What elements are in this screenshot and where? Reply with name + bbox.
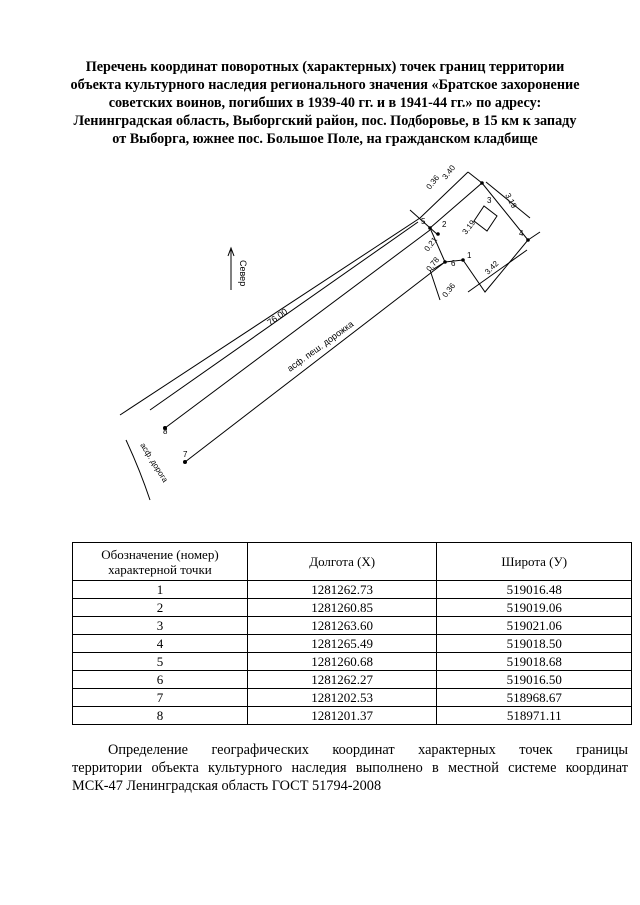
note-line-1 — [108, 741, 628, 759]
latitude-cell: 519016.50 — [437, 671, 632, 689]
longitude-cell: 1281201.37 — [247, 707, 437, 725]
north-label: Север — [238, 260, 248, 287]
longitude-cell: 1281262.73 — [247, 581, 437, 599]
note-word: наследия — [291, 760, 347, 776]
note-word: территории — [72, 760, 143, 776]
latitude-cell: 519021.06 — [437, 617, 632, 635]
longitude-cell: 1281265.49 — [247, 635, 437, 653]
latitude-cell: 518968.67 — [437, 689, 632, 707]
north-arrow-icon — [228, 248, 234, 290]
note-word: географических — [211, 742, 309, 758]
point-cell: 1 — [73, 581, 248, 599]
point-marker-4 — [526, 238, 530, 242]
title-line: от Выборга, южнее пос. Большое Поле, на гражданском кладбище — [112, 131, 538, 147]
point-marker-6 — [443, 260, 447, 264]
coordinates-table — [72, 542, 632, 725]
dimension-label: 3.19 — [460, 218, 478, 237]
longitude-cell: 1281262.27 — [247, 671, 437, 689]
point-number: 6 — [451, 259, 456, 268]
table-row — [73, 689, 632, 707]
dimension-label: 3.40 — [440, 163, 458, 182]
footpath-label: асф. пеш. дорожка — [285, 318, 356, 374]
point-cell: 3 — [73, 617, 248, 635]
column-header-point: Обозначение (номер) характерной точки — [73, 543, 248, 581]
table-row — [73, 581, 632, 599]
point-marker-7 — [183, 460, 187, 464]
point-marker-2 — [436, 232, 440, 236]
road-label: асф. дорога — [138, 441, 170, 484]
column-header-longitude: Долгота (X) — [247, 543, 437, 581]
column-header-latitude: Широта (У) — [437, 543, 632, 581]
note-line-2 — [72, 759, 628, 777]
note-word: объекта — [151, 760, 199, 776]
point-number: 5 — [421, 217, 426, 226]
note-word: в — [432, 760, 439, 776]
point-cell: 8 — [73, 707, 248, 725]
point-number: 1 — [467, 251, 472, 260]
longitude-cell: 1281263.60 — [247, 617, 437, 635]
note-line-3: МСК-47 Ленинградская область ГОСТ 51794-2008 — [72, 778, 382, 794]
dimension-label: 0.36 — [424, 173, 442, 192]
extension-line — [468, 172, 482, 183]
point-marker-1 — [461, 258, 465, 262]
title-line: Ленинградская область, Выборгский район, пос. Подборовье, в 15 км к западу — [73, 113, 577, 129]
title-line: Перечень координат поворотных (характерных) точек границ территории — [85, 59, 565, 75]
table-row — [73, 707, 632, 725]
title-line: объекта культурного наследия регионального значения «Братское захоронение — [70, 77, 580, 93]
longitude-cell: 1281202.53 — [247, 689, 437, 707]
table-row — [73, 635, 632, 653]
table-row — [73, 653, 632, 671]
point-marker-3 — [480, 181, 484, 185]
dimension-label: 0.78 — [424, 255, 442, 274]
table-row — [73, 671, 632, 689]
table-row — [73, 599, 632, 617]
table-row — [73, 617, 632, 635]
table-header-row — [73, 543, 632, 581]
dimension-label: 76.00 — [265, 306, 290, 328]
point-cell: 6 — [73, 671, 248, 689]
point-marker-5 — [428, 226, 432, 230]
longitude-cell: 1281260.68 — [247, 653, 437, 671]
dimension-label: 3.19 — [503, 191, 519, 210]
note-word: координат — [332, 742, 395, 758]
note-word: системе — [508, 760, 557, 776]
note-word: границы — [576, 742, 628, 758]
path-line-upper — [165, 230, 430, 428]
latitude-cell: 518971.11 — [437, 707, 632, 725]
point-cell: 5 — [73, 653, 248, 671]
point-number: 3 — [487, 196, 492, 205]
point-number: 8 — [163, 427, 168, 436]
coordinate-system-note — [72, 741, 628, 795]
point-cell: 7 — [73, 689, 248, 707]
path-line-lower — [185, 262, 445, 462]
title-line: советских воинов, погибших в 1939-40 гг. и в 1941-44 гг.» по адресу: — [108, 95, 542, 111]
note-word: характерных — [418, 742, 496, 758]
point-number: 7 — [183, 450, 188, 459]
note-word: точек — [519, 742, 553, 758]
latitude-cell: 519016.48 — [437, 581, 632, 599]
dimension-line — [468, 250, 527, 292]
dimension-line — [430, 270, 440, 300]
point-cell: 2 — [73, 599, 248, 617]
monument-square — [474, 206, 497, 231]
note-word: местной — [448, 760, 499, 776]
latitude-cell: 519018.50 — [437, 635, 632, 653]
point-number: 2 — [442, 220, 447, 229]
dimension-label: 0.36 — [440, 281, 458, 300]
point-cell: 4 — [73, 635, 248, 653]
note-word: Определение — [108, 742, 189, 758]
latitude-cell: 519019.06 — [437, 599, 632, 617]
note-word: выполнено — [355, 760, 423, 776]
extension-line — [528, 232, 540, 240]
latitude-cell: 519018.68 — [437, 653, 632, 671]
note-word: координат — [565, 760, 628, 776]
dimension-label: 0.21 — [422, 235, 440, 254]
longitude-cell: 1281260.85 — [247, 599, 437, 617]
dimension-label: 3.42 — [483, 259, 501, 277]
note-word: культурного — [208, 760, 283, 776]
point-number: 4 — [519, 229, 524, 238]
